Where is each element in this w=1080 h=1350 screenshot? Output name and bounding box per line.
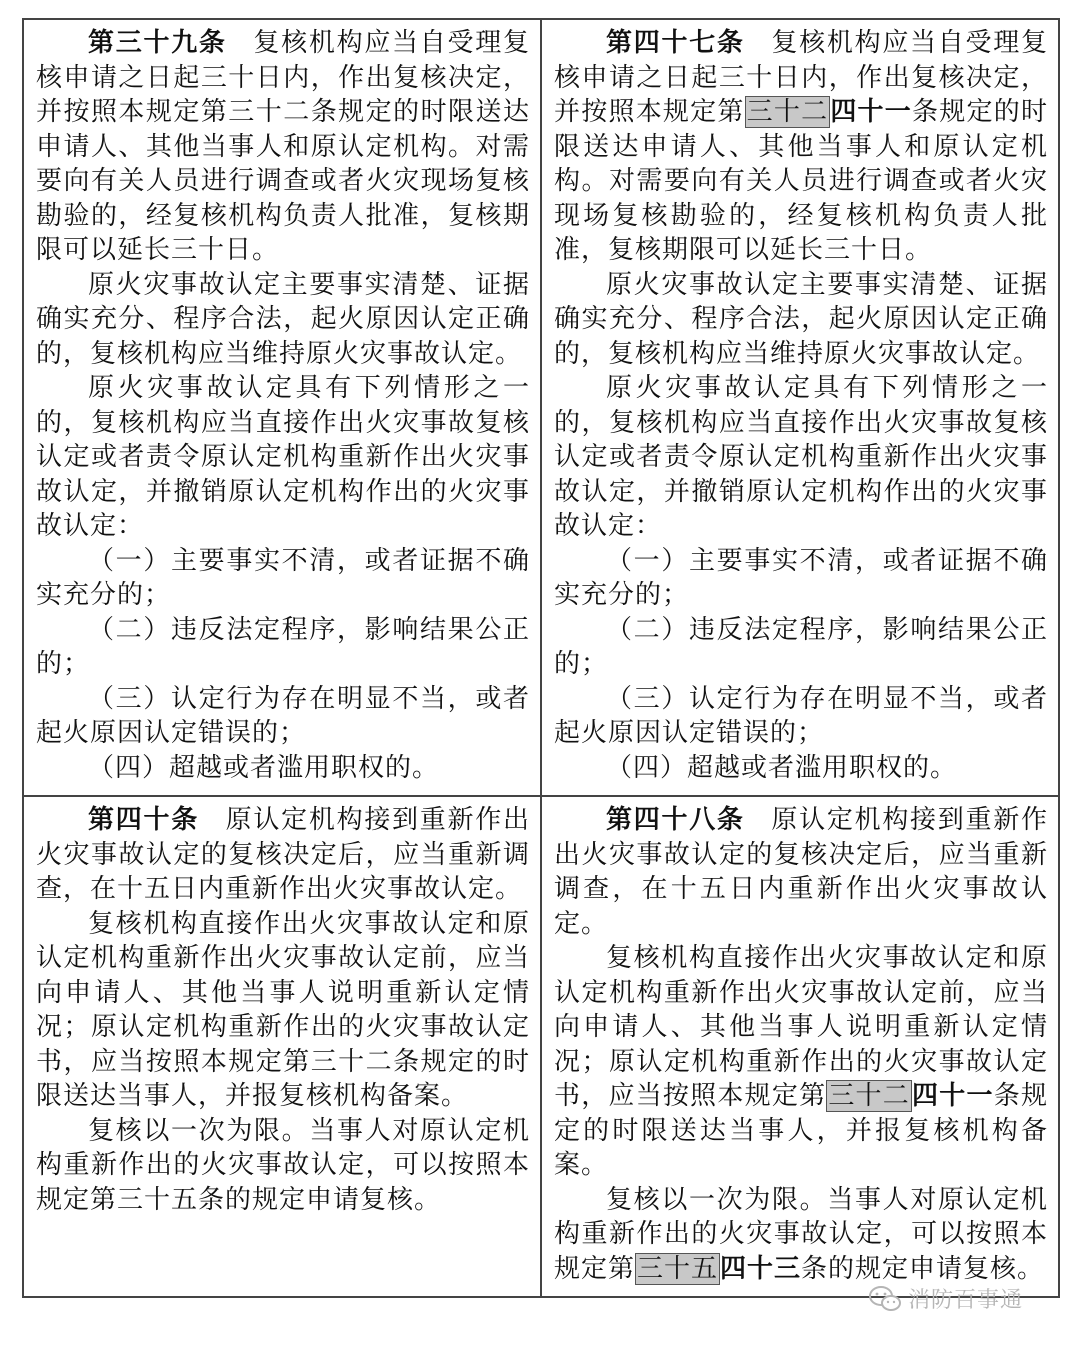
article-48-text-2a: 复核机构直接作出火灾事故认定和原认定机构重新作出火灾事故认定前，应当向申请人、其他当事人说明重新认定情况；原认定机构重新作出的火灾事故认定书，应当按照本规定第 — [554, 943, 1048, 1111]
article-48-paragraph-3 — [554, 1183, 1048, 1287]
article-47-paragraph-2: 原火灾事故认定主要事实清楚、证据确实充分、程序合法，起火原因认定正确的，复核机构应当维持原火灾事故认定。 — [554, 269, 1048, 369]
watermark — [868, 1283, 1023, 1314]
table-row — [23, 796, 1059, 1297]
article-48-title: 第四十八条 — [606, 805, 745, 835]
deleted-text-marker: 三十二 — [828, 1081, 911, 1111]
article-47-item-4: （四）超越或者滥用职权的。 — [606, 752, 958, 783]
cell-article-48 — [541, 796, 1059, 1297]
article-39-item-1: （一）主要事实不清，或者证据不确实充分的； — [36, 545, 530, 610]
cell-article-47 — [541, 19, 1059, 796]
article-40-title: 第四十条 — [88, 805, 199, 835]
article-48-text-3a: 复核以一次为限。当事人对原认定机构重新作出的火灾事故认定，可以按照本规定第 — [554, 1184, 1048, 1284]
article-47-item-1: （一）主要事实不清，或者证据不确实充分的； — [554, 545, 1048, 610]
article-39-paragraph-2: 原火灾事故认定主要事实清楚、证据确实充分、程序合法，起火原因认定正确的，复核机构应当维持原火灾事故认定。 — [36, 269, 530, 369]
table-row — [23, 19, 1059, 796]
article-48-text-1: 原认定机构接到重新作出火灾事故认定的复核决定后，应当重新调查，在十五日内重新作出火灾事故认定。 — [554, 805, 1048, 939]
inserted-text: 四十一 — [912, 1081, 994, 1111]
article-40-paragraph-2: 复核机构直接作出火灾事故认定和原认定机构重新作出火灾事故认定前，应当向申请人、其他当事人说明重新认定情况；原认定机构重新作出的火灾事故认定书，应当按照本规定第三十二条规定的时限送达当事人，并报复核机构备案。 — [36, 908, 530, 1111]
article-47-title: 第四十七条 — [606, 28, 745, 58]
article-39-paragraph-1 — [36, 26, 530, 268]
inserted-text: 四十三 — [720, 1253, 802, 1284]
article-39-item-3: （三）认定行为存在明显不当，或者起火原因认定错误的； — [36, 683, 530, 748]
article-39-title: 第三十九条 — [88, 28, 227, 58]
article-40-paragraph-1 — [36, 803, 530, 907]
article-47-text-1a: 复核机构应当自受理复核申请之日起三十日内，作出复核决定，并按照本规定第 — [554, 28, 1048, 127]
article-39-text-1: 复核机构应当自受理复核申请之日起三十日内，作出复核决定，并按照本规定第三十二条规定的时限送达申请人、其他当事人和原认定机构。对需要向有关人员进行调查或者火灾现场复核勘验的，经复核机构负责人批准，复核期限可以延长三十日。 — [36, 28, 530, 265]
article-47-paragraph-3: 原火灾事故认定具有下列情形之一的，复核机构应当直接作出火灾事故复核认定或者责令原认定机构重新作出火灾事故认定，并撤销原认定机构作出的火灾事故认定： — [554, 373, 1048, 541]
deleted-text-marker: 三十五 — [637, 1253, 719, 1284]
article-39-paragraph-3: 原火灾事故认定具有下列情形之一的，复核机构应当直接作出火灾事故复核认定或者责令原认定机构重新作出火灾事故认定，并撤销原认定机构作出的火灾事故认定： — [36, 373, 530, 541]
article-47-text-1b: 条规定的时限送达申请人、其他当事人和原认定机构。对需要向有关人员进行调查或者火灾现场复核勘验的，经复核机构负责人批准，复核期限可以延长三十日。 — [554, 97, 1048, 265]
watermark-text: 消防百事通 — [908, 1288, 1024, 1313]
cell-article-40 — [23, 796, 541, 1297]
article-47-paragraph-1 — [554, 26, 1048, 268]
article-48-text-3b: 条的规定申请复核。 — [801, 1253, 1045, 1284]
article-40-text-1: 原认定机构接到重新作出火灾事故认定的复核决定后，应当重新调查，在十五日内重新作出火灾事故认定。 — [36, 805, 530, 904]
article-47-item-3: （三）认定行为存在明显不当，或者起火原因认定错误的； — [554, 683, 1048, 748]
article-39-item-4: （四）超越或者滥用职权的。 — [88, 752, 440, 783]
article-48-text-2b: 条规定的时限送达当事人，并报复核机构备案。 — [554, 1081, 1048, 1180]
deleted-text-marker: 三十二 — [746, 97, 829, 127]
regulation-comparison-table — [22, 18, 1060, 1298]
article-47-item-2: （二）违反法定程序，影响结果公正的； — [554, 614, 1048, 679]
article-39-item-2: （二）违反法定程序，影响结果公正的； — [36, 614, 530, 679]
inserted-text: 四十一 — [830, 97, 913, 127]
wechat-icon — [868, 1285, 902, 1313]
article-48-paragraph-1 — [554, 803, 1048, 941]
article-48-paragraph-2 — [554, 941, 1048, 1183]
article-40-paragraph-3: 复核以一次为限。当事人对原认定机构重新作出的火灾事故认定，可以按照本规定第三十五条的规定申请复核。 — [36, 1115, 530, 1215]
cell-article-39 — [23, 19, 541, 796]
